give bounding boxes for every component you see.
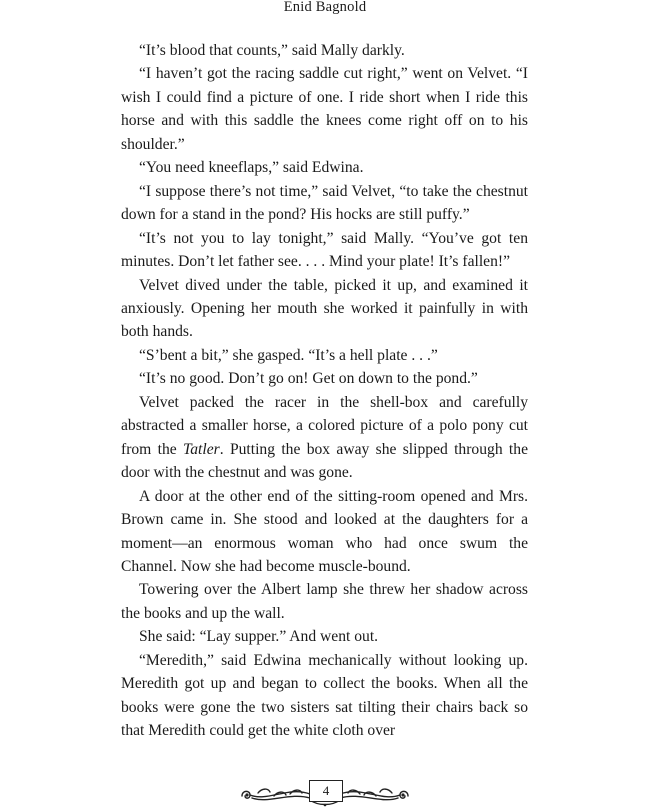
- paragraph: [121, 391, 528, 485]
- paragraph: Towering over the Albert lamp she threw her shadow across the books and up the wall.: [121, 581, 528, 622]
- page-footer: [238, 778, 412, 808]
- paragraph: She said: “Lay supper.” And went out.: [139, 628, 379, 646]
- body-text: [121, 39, 528, 743]
- paragraph: “It’s no good. Don’t go on! Get on down to the pond.”: [139, 370, 478, 388]
- paragraph-text: . Putting the box away she slipped through the door with the chestnut and was gone.: [121, 440, 528, 482]
- italic-title: Tatler: [183, 440, 220, 458]
- paragraph-text: Velvet packed the racer in the shell-box and carefully abstracted a smaller horse, a colored picture of a polo pony cut from the: [121, 393, 528, 458]
- paragraph: A door at the other end of the sitting-room opened and Mrs. Brown came in. She stood and looked at the daughters for a moment—an enormous woman who had once swum the Channel. Now she had become muscle-bound.: [121, 487, 528, 575]
- paragraph: “It’s blood that counts,” said Mally darkly.: [139, 42, 405, 59]
- paragraph: Velvet dived under the table, picked it up, and examined it anxiously. Opening her mouth she worked it painfully in with both hands.: [121, 276, 528, 341]
- paragraph: “I suppose there’s not time,” said Velvet, “to take the chestnut down for a stand in the pond? His hocks are still puffy.”: [121, 182, 528, 224]
- paragraph: “I haven’t got the racing saddle cut right,” went on Velvet. “I wish I could find a picture of one. I ride short when I ride this horse and with this saddle the knees come right off on to his shoulder.”: [121, 65, 528, 153]
- running-head: Enid Bagnold: [283, 0, 367, 15]
- paragraph: “You need kneeflaps,” said Edwina.: [139, 159, 364, 177]
- paragraph: “It’s not you to lay tonight,” said Mally. “You’ve got ten minutes. Don’t let father see. . . . Mind your plate! It’s fallen!”: [121, 229, 528, 271]
- paragraph: “Meredith,” said Edwina mechanically without looking up. Meredith got up and began to collect the books. When all the books were gone the two sisters sat tilting their chairs back so that Meredith could get the white cloth over: [121, 651, 528, 740]
- paragraph: “S’bent a bit,” she gasped. “It’s a hell plate . . .”: [139, 346, 438, 364]
- page-number: 4: [309, 780, 343, 802]
